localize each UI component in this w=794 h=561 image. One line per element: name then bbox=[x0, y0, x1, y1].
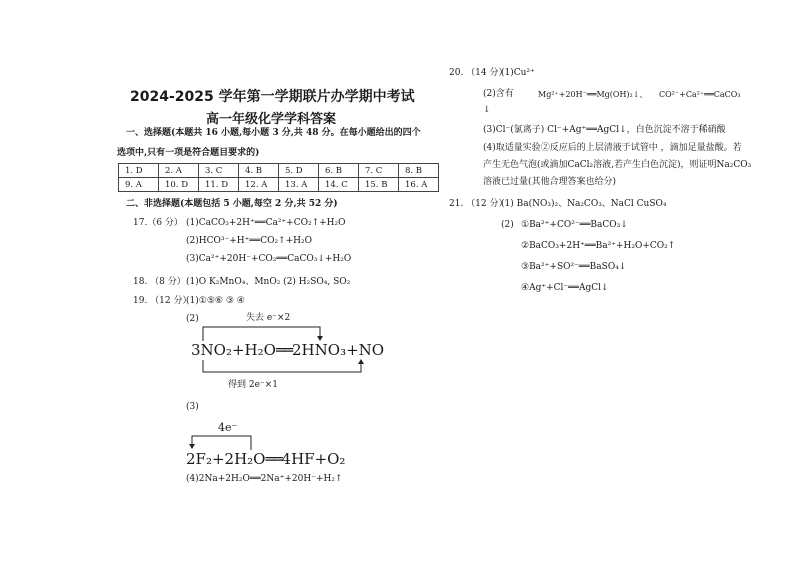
q18-text: (1)O K₂MnO₄、MnO₂ (2) H₂SO₄, SO₂ bbox=[186, 277, 351, 287]
answer-cell: 6. B bbox=[319, 164, 359, 178]
q19-lose-electrons: 失去 e⁻×2 bbox=[246, 313, 291, 323]
answer-cell: 2. A bbox=[159, 164, 199, 178]
answer-cell: 11. D bbox=[199, 178, 239, 192]
q20-part4-line1: (4)取适量实验②反应后的上层清液于试管中 ，滴加足量盐酸。若 bbox=[483, 143, 742, 153]
q17-label: 17.（6 分） bbox=[133, 218, 183, 228]
q19-equation: 3NO₂+H₂O══2HNO₃+NO bbox=[191, 341, 385, 359]
q20-part3: (3)Cl⁻(氯离子) Cl⁻+Ag⁺══AgCl↓，白色沉淀不溶于稀硝酸 bbox=[483, 125, 726, 135]
q19-equation-left: 3NO₂+H₂O bbox=[191, 341, 276, 359]
answer-cell: 1. D bbox=[119, 164, 159, 178]
q17-line2: (2)HCO³⁻+H⁺══CO₂↑+H₂O bbox=[186, 236, 312, 246]
q21-line2: ②BaCO₃+2H⁺══Ba²⁺+H₂O+CO₂↑ bbox=[521, 241, 676, 251]
q19-equation3-left: 2F₂+2H₂O bbox=[186, 450, 266, 468]
section1-heading-line1: 一、选择题(本题共 16 小题,每小题 3 分,共 48 分。在每小题给出的四个 bbox=[126, 128, 421, 138]
q19-part3-label: (3) bbox=[186, 402, 199, 412]
answer-cell: 3. C bbox=[199, 164, 239, 178]
section2-heading: 二、非选择题(本题包括 5 小题,每空 2 分,共 52 分) bbox=[126, 199, 338, 209]
q19-equation3-right: 4HF+O₂ bbox=[281, 450, 346, 468]
q19-equation-right: 2HNO₃+NO bbox=[292, 341, 385, 359]
q20-part4-line3: 溶液已过量(其他合理答案也给分) bbox=[483, 177, 617, 187]
exam-subtitle: 高一年级化学学科答案 bbox=[206, 112, 337, 127]
q19-part1: (1)①⑤⑥ ③ ④ bbox=[186, 296, 245, 306]
q20-part4-line2: 产生无色气泡(或滴加CaCl₂溶液,若产生白色沉淀)，则证明Na₂CO₃ bbox=[483, 160, 752, 170]
q19-part4: (4)2Na+2H₂O══2Na⁺+20H⁻+H₂↑ bbox=[186, 474, 343, 484]
q17-line1: (1)CaCO₃+2H⁺══Ca²⁺+CO₂↑+H₂O bbox=[186, 218, 346, 228]
answer-cell: 15. B bbox=[359, 178, 399, 192]
q21-line4: ④Ag⁺+Cl⁻══AgCl↓ bbox=[521, 283, 609, 293]
q17-line3: (3)Ca²⁺+20H⁻+CO₂══CaCO₃↓+H₂O bbox=[186, 254, 352, 264]
answer-cell: 13. A bbox=[279, 178, 319, 192]
q20-part2-d: ↓ bbox=[483, 105, 491, 115]
answer-cell: 12. A bbox=[239, 178, 279, 192]
q21-part2-label: (2) bbox=[501, 220, 514, 230]
answer-cell: 9. A bbox=[119, 178, 159, 192]
section1-heading-line2: 选项中,只有一项是符合题目要求的) bbox=[117, 148, 260, 158]
answer-cell: 8. B bbox=[399, 164, 439, 178]
q19-label: 19. （12 分） bbox=[133, 296, 192, 306]
q21-line1: ①Ba²⁺+CO²⁻══BaCO₃↓ bbox=[521, 220, 628, 230]
q19-four-electrons: 4e⁻ bbox=[218, 421, 238, 434]
q20-part1: (1)Cu²⁺ bbox=[501, 68, 535, 78]
q21-label: 21. （12 分） bbox=[449, 199, 508, 209]
q19-part2-label: (2) bbox=[186, 314, 199, 324]
answer-cell: 5. D bbox=[279, 164, 319, 178]
answer-cell: 7. C bbox=[359, 164, 399, 178]
q21-part1: (1) Ba(NO₃)₂、Na₂CO₃、NaCl CuSO₄ bbox=[501, 199, 667, 209]
answer-cell: 16. A bbox=[399, 178, 439, 192]
answer-cell: 10. D bbox=[159, 178, 199, 192]
q21-line3: ③Ba²⁺+SO²⁻══BaSO₄↓ bbox=[521, 262, 627, 272]
answer-cell: 14. C bbox=[319, 178, 359, 192]
q18-label: 18. （8 分） bbox=[133, 277, 186, 287]
answer-cell: 4. B bbox=[239, 164, 279, 178]
q19-gain-electrons: 得到 2e⁻×1 bbox=[228, 380, 278, 390]
exam-title: 2024-2025 学年第一学期联片办学期中考试 bbox=[130, 89, 415, 105]
q20-part2-b: Mg²⁺+20H⁻══Mg(OH)₂↓、 bbox=[538, 90, 648, 99]
q20-label: 20. （14 分） bbox=[449, 68, 508, 78]
q19-equation3: 2F₂+2H₂O══4HF+O₂ bbox=[186, 450, 346, 468]
q20-part2-c: CO²⁻+Ca²⁺══CaCO₃ bbox=[659, 90, 741, 99]
q20-part2-a: (2)含有 bbox=[483, 89, 514, 99]
